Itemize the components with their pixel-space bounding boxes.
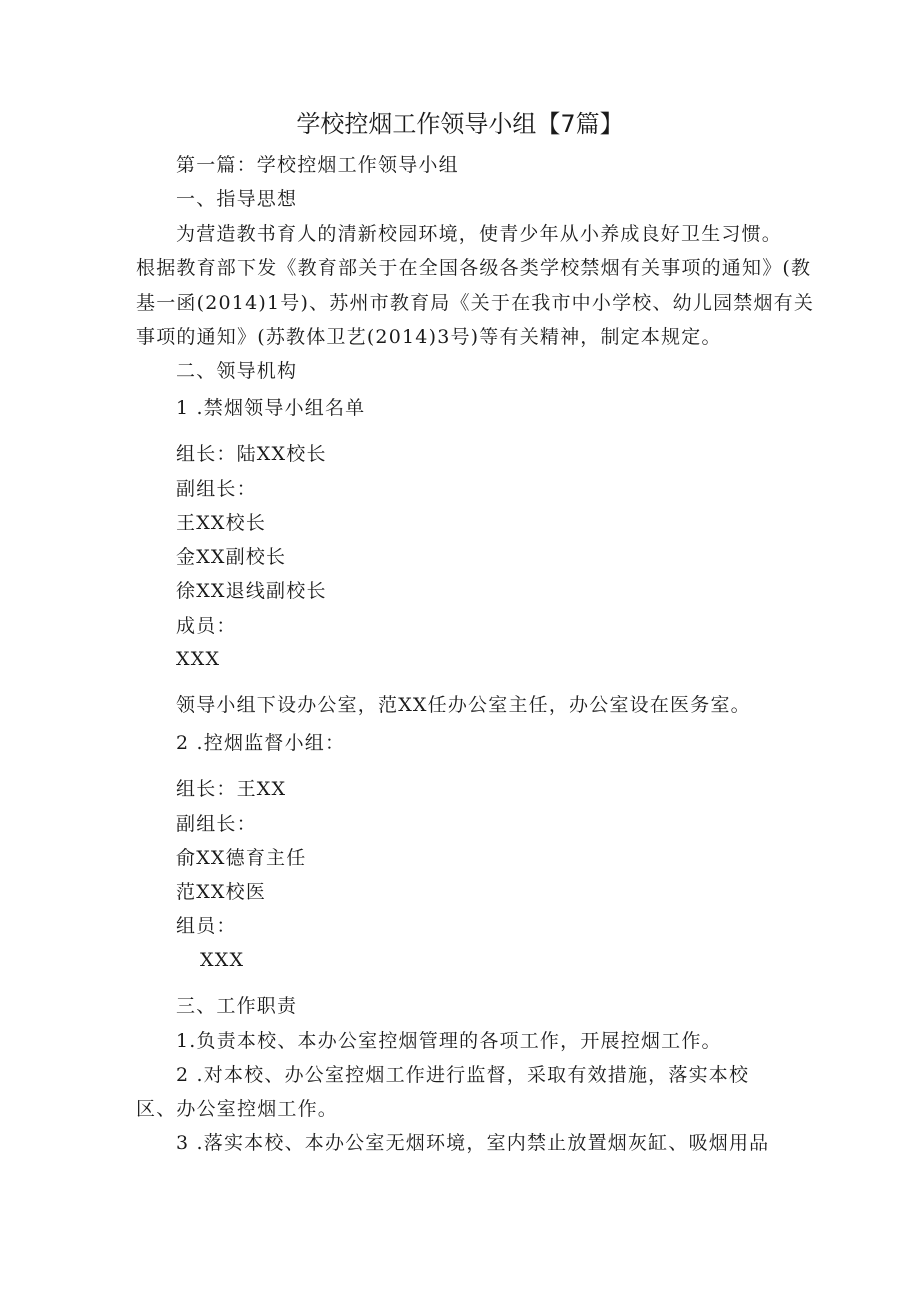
paragraph-line: 根据教育部下发《教育部关于在全国各级各类学校禁烟有关事项的通知》(教: [136, 257, 812, 279]
list-item: 范XX校医: [176, 881, 267, 903]
paragraph-line: 事项的通知》(苏教体卫艺(2014)3号)等有关精神，制定本规定。: [136, 326, 722, 348]
subheading-leadership-list: 1 .禁烟领导小组名单: [176, 397, 366, 419]
list-item: 组长：王XX: [176, 778, 287, 800]
list-item: 王XX校长: [176, 512, 267, 534]
paragraph-line: 为营造教书育人的清新校园环境，使青少年从小养成良好卫生习惯。: [176, 223, 783, 245]
list-item: 金XX副校长: [176, 546, 287, 568]
list-item: 俞XX德育主任: [176, 847, 307, 869]
list-item: XXX: [200, 949, 245, 971]
list-item: 组员：: [176, 915, 237, 937]
list-item: 副组长：: [176, 478, 257, 500]
list-item: 副组长：: [176, 813, 257, 835]
list-item: 成员：: [176, 615, 237, 637]
paragraph-line: 区、办公室控烟工作。: [136, 1098, 339, 1120]
paragraph-line: 1.负责本校、本办公室控烟管理的各项工作，开展控烟工作。: [176, 1030, 722, 1052]
heading-duties: 三、工作职责: [176, 995, 298, 1017]
paragraph-line: 领导小组下设办公室，范XX任办公室主任，办公室设在医务室。: [176, 694, 751, 716]
paragraph-line: 2 .对本校、办公室控烟工作进行监督，采取有效措施，落实本校: [176, 1064, 750, 1086]
heading-guiding-ideology: 一、指导思想: [176, 188, 298, 210]
paragraph-line: 3 .落实本校、本办公室无烟环境，室内禁止放置烟灰缸、吸烟用品: [176, 1132, 770, 1154]
subheading-supervision-group: 2 .控烟监督小组：: [176, 732, 346, 754]
section-heading-part-one: 第一篇：学校控烟工作领导小组: [176, 154, 459, 176]
list-item: 徐XX退线副校长: [176, 580, 327, 602]
list-item: 组长：陆XX校长: [176, 443, 327, 465]
paragraph-line: 基一函(2014)1号)、苏州市教育局《关于在我市中小学校、幼儿园禁烟有关: [136, 292, 815, 314]
heading-leadership: 二、领导机构: [176, 360, 298, 382]
document-title: 学校控烟工作领导小组【7篇】: [296, 110, 624, 138]
list-item: XXX: [176, 648, 221, 670]
